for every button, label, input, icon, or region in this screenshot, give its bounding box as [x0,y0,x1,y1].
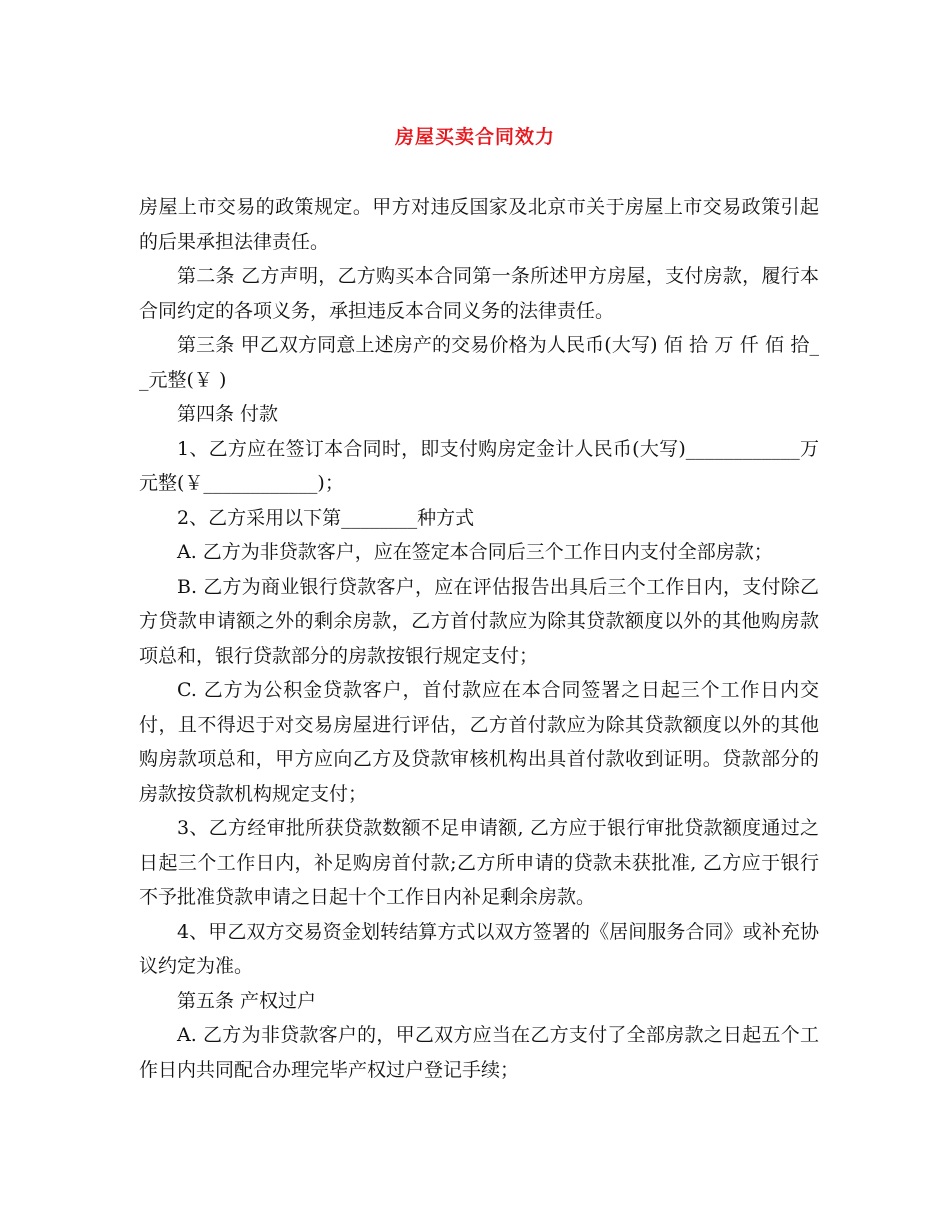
document-body [139,190,819,1087]
paragraph-option-c: C. 乙方为公积金贷款客户，首付款应在本合同签署之日起三个工作日内交付，且不得迟于对交易房屋进行评估，乙方首付款应为除其贷款额度以外的其他购房款项总和，甲方应向乙方及贷款审核机构出具首付款收到证明。贷款部分的房款按贷款机构规定支付； [139,679,819,805]
paragraph-payment-2: 2、乙方采用以下第________种方式 [177,506,475,529]
heading-article-5: 第五条 产权过户 [177,989,317,1012]
paragraph-option-a: A. 乙方为非贷款客户，应在签定本合同后三个工作日内支付全部房款； [177,541,773,563]
paragraph-payment-4: 4、甲乙双方交易资金划转结算方式以双方签署的《居间服务合同》或补充协议约定为准。 [139,920,819,977]
paragraph-payment-1: 1、乙方应在签订本合同时，即支付购房定金计人民币(大写)____________万元整(￥____________)； [139,437,819,494]
paragraph-article-2: 第二条 乙方声明，乙方购买本合同第一条所述甲方房屋，支付房款，履行本合同约定的各项义务，承担违反本合同义务的法律责任。 [139,265,819,322]
paragraph-policy: 房屋上市交易的政策规定。甲方对违反国家及北京市关于房屋上市交易政策引起的后果承担法律责任。 [139,196,819,253]
paragraph-article-3: 第三条 甲乙双方同意上述房产的交易价格为人民币(大写) 佰 拾 万 仟 佰 拾_ _元整(￥ ) [139,334,819,391]
paragraph-payment-3: 3、乙方经审批所获贷款数额不足申请额, 乙方应于银行审批贷款额度通过之日起三个工作日内，补足购房首付款;乙方所申请的贷款未获批准, 乙方应于银行不予批准贷款申请之日起十个工作日内补足剩余房款。 [139,817,819,908]
paragraph-option-b: B. 乙方为商业银行贷款客户，应在评估报告出具后三个工作日内，支付除乙方贷款申请额之外的剩余房款，乙方首付款应为除其贷款额度以外的其他购房款项总和，银行贷款部分的房款按银行规定支付； [139,575,819,667]
paragraph-transfer-a: A. 乙方为非贷款客户的，甲乙双方应当在乙方支付了全部房款之日起五个工作日内共同配合办理完毕产权过户登记手续； [139,1024,819,1081]
document-title: 房屋买卖合同效力 [394,126,555,148]
heading-article-4: 第四条 付款 [177,403,279,425]
